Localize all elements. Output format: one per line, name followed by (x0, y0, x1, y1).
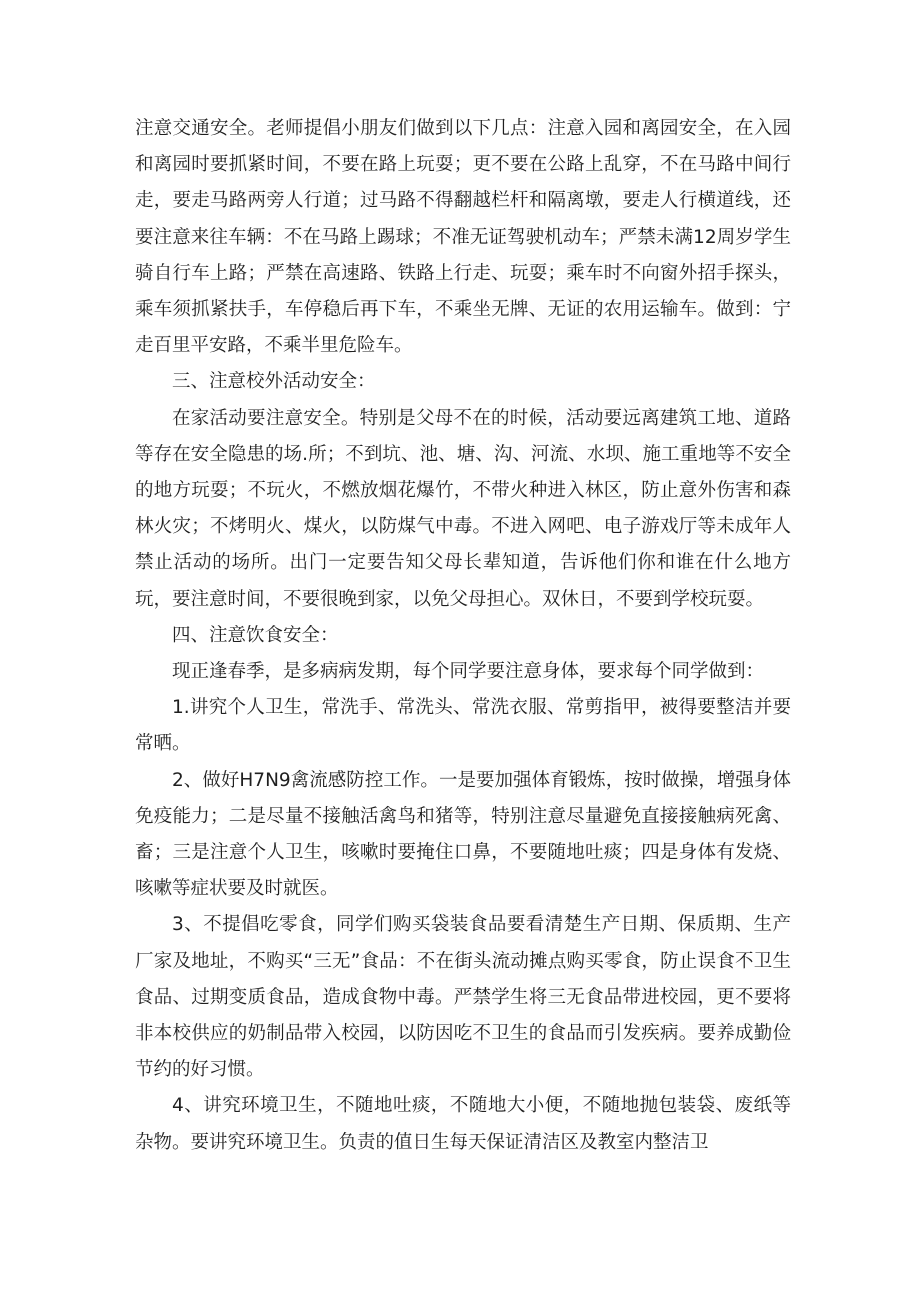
paragraph-outdoor-safety: 在家活动要注意安全。特别是父母不在的时候，活动要远离建筑工地、道路等存在安全隐患的场.所；不到坑、池、塘、沟、河流、水坝、施工重地等不安全的地方玩耍；不玩火，不燃放烟花爆竹，不带火种进入林区，防止意外伤害和森林火灾；不烤明火、煤火，以防煤气中毒。不进入网吧、电子游戏厅等未成年人禁止活动的场所。出门一定要告知父母长辈知道，告诉他们你和谁在什么地方玩，要注意时间，不要很晚到家，以免父母担心。双休日，不要到学校玩耍。 (135, 407, 791, 610)
paragraph-spring-health: 现正逢春季，是多病病发期，每个同学要注意身体，要求每个同学做到： (172, 661, 765, 683)
heading-section-3: 三、注意校外活动安全： (172, 371, 376, 393)
heading-section-4: 四、注意饮食安全： (172, 624, 339, 646)
list-item-1: 1.讲究个人卫生，常洗手、常洗头、常洗衣服、常剪指甲，被得要整洁并要常晒。 (135, 697, 791, 755)
paragraph-traffic-safety: 注意交通安全。老师提倡小朋友们做到以下几点：注意入园和离园安全，在入园和离园时要抓紧时间，不要在路上玩耍；更不要在公路上乱穿，不在马路中间行走，要走马路两旁人行道；过马路不得翻越栏杆和隔离墩，要走人行横道线，还要注意来往车辆：不在马路上踢球；不准无证驾驶机动车；严禁未满12周岁学生骑自行车上路；严禁在高速路、铁路上行走、玩耍；乘车时不向窗外招手探头，乘车须抓紧扶手，车停稳后再下车，不乘坐无牌、无证的农用运输车。做到：宁走百里平安路，不乘半里危险车。 (135, 118, 791, 357)
list-item-3: 3、不提倡吃零食，同学们购买袋装食品要看清楚生产日期、保质期、生产厂家及地址，不购买“三无”食品：不在街头流动摊点购买零食，防止误食不卫生食品、过期变质食品，造成食物中毒。严禁学生将三无食品带进校园，更不要将非本校供应的奶制品带入校园，以防因吃不卫生的食品而引发疾病。要养成勤俭节约的好习惯。 (135, 914, 791, 1081)
document-body (135, 111, 791, 1161)
list-item-2: 2、做好H7N9禽流感防控工作。一是要加强体育锻炼，按时做操，增强身体免疫能力；二是尽量不接触活禽鸟和猪等，特别注意尽量避免直接接触病死禽、畜；三是注意个人卫生，咳嗽时要掩住口鼻，不要随地吐痰；四是身体有发烧、咳嗽等症状要及时就医。 (135, 769, 791, 900)
list-item-4: 4、讲究环境卫生，不随地吐痰，不随地大小便，不随地抛包装袋、废纸等杂物。要讲究环境卫生。负责的值日生每天保证清洁区及教室内整洁卫 (135, 1095, 791, 1153)
